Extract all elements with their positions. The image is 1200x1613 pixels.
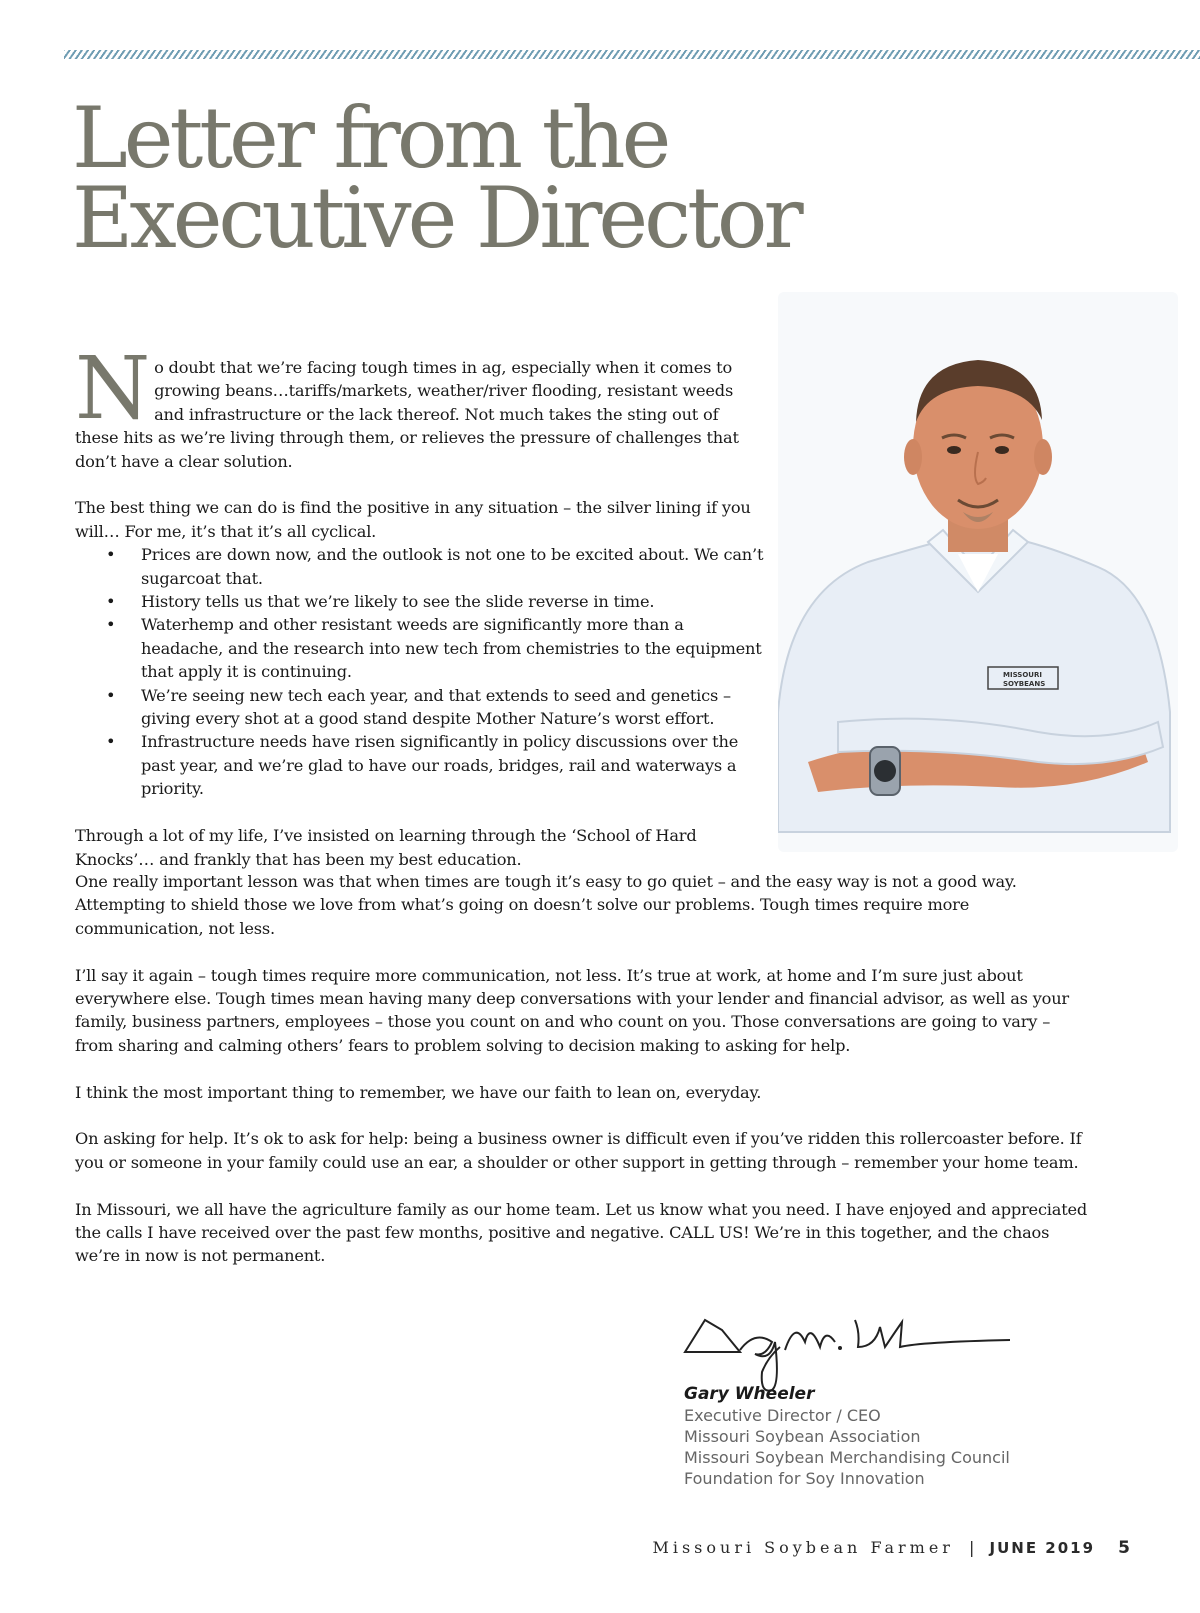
paragraph-5: I’ll say it again – tough times require more communication, not less. It’s true at work, at home and I’m sure just about everywhere else. Tough times mean having many deep conversations with your lender and financial advisor, as well as your family, business partners, employees – those you count on and who count on you. Those conversations are going to vary – from sharing and calming others’ fears to problem solving to decision making to asking for help.: [75, 965, 1069, 1055]
article-body-narrow: [75, 339, 765, 894]
shirt-logo-line-2: SOYBEANS: [1003, 680, 1046, 688]
handwritten-signature: [680, 1302, 1020, 1392]
signer-name: Gary Wheeler: [684, 1384, 815, 1404]
bullet-item: [106, 684, 765, 731]
portrait-photo: [778, 292, 1178, 852]
bullet-marker: •: [106, 592, 116, 612]
bullet-list: [75, 543, 765, 800]
signer-title-4: Foundation for Soy Innovation: [684, 1469, 925, 1488]
bullet-marker: •: [106, 615, 116, 635]
page-title: [72, 89, 832, 267]
paragraph-6: I think the most important thing to remember, we have our faith to lean on, everyday.: [75, 1082, 762, 1102]
page-number: 5: [1118, 1538, 1130, 1558]
bullet-item: [106, 543, 765, 590]
paragraph-7: On asking for help. It’s ok to ask for help: being a business owner is difficult even if you’ve ridden this rollercoaster before. If you or someone in your family could use an ear, a shoulder or other support in getting through – remember your home team.: [75, 1129, 1082, 1172]
intro-text: o doubt that we’re facing tough times in ag, especially when it comes to growing beans…tariffs/markets, weather/river flooding, resistant weeds and infrastructure or the lack thereof. Not much takes the sting out of these hits as we’re living through them, or relieves the pressure of challenges that don’t have a clear solution.: [75, 358, 739, 471]
bullet-text: Prices are down now, and the outlook is not one to be excited about. We can’t sugarcoat that.: [141, 545, 764, 588]
footer-separator: |: [969, 1538, 975, 1557]
signer-title-1: Executive Director / CEO: [684, 1406, 881, 1425]
bullet-text: History tells us that we’re likely to see the slide reverse in time.: [141, 592, 655, 612]
portrait-illustration: [778, 292, 1178, 852]
article-body-wide: [75, 870, 1090, 1291]
bullet-marker: •: [106, 685, 116, 705]
bullet-marker: •: [106, 545, 116, 565]
bullet-item: [106, 590, 765, 613]
bullet-text: Infrastructure needs have risen significantly in policy discussions over the past year, and we’re glad to have our roads, bridges, rail and waterways a priority.: [141, 732, 739, 799]
page-footer: [652, 1538, 1130, 1558]
magazine-name: Missouri Soybean Farmer: [652, 1538, 954, 1557]
bullet-text: Waterhemp and other resistant weeds are significantly more than a headache, and the research into new tech from chemistries to the equipment that apply it is continuing.: [141, 615, 762, 682]
bullet-text: We’re seeing new tech each year, and that extends to seed and genetics – giving every shot at a good stand despite Mother Nature’s worst effort.: [141, 685, 731, 729]
top-hatched-rule: [64, 50, 1200, 59]
paragraph-8: In Missouri, we all have the agriculture family as our home team. Let us know what you need. I have enjoyed and appreciated the calls I have received over the past few months, positive and negative. CALL US! We’re in this together, and the chaos we’re in now is not permanent.: [75, 1199, 1088, 1266]
paragraph-4: One really important lesson was that when times are tough it’s easy to go quiet – and the easy way is not a good way. Attempting to shield those we love from what’s going on doesn’t solve our problems. Tough times require more communication, not less.: [75, 872, 1017, 938]
signer-title-2: Missouri Soybean Association: [684, 1427, 921, 1446]
shirt-logo-line-1: MISSOURI: [1003, 671, 1042, 679]
issue-date: JUNE 2019: [989, 1539, 1096, 1557]
title-line-1: Letter from the: [72, 89, 668, 187]
intro-paragraph: [75, 339, 765, 473]
paragraph-2: The best thing we can do is find the positive in any situation – the silver lining if you will… For me, it’s that it’s all cyclical.: [75, 498, 751, 541]
bullet-item: [106, 613, 765, 683]
bullet-item: [106, 730, 765, 800]
paragraph-3: Through a lot of my life, I’ve insisted on learning through the ‘School of Hard Knocks’… and frankly that has been my best education.: [75, 826, 697, 869]
signer-title-3: Missouri Soybean Merchandising Council: [684, 1448, 1010, 1467]
title-line-2: Executive Director: [72, 169, 800, 267]
drop-cap: N: [75, 339, 151, 439]
bullet-marker: •: [106, 732, 116, 752]
signer-titles: [684, 1405, 1010, 1489]
